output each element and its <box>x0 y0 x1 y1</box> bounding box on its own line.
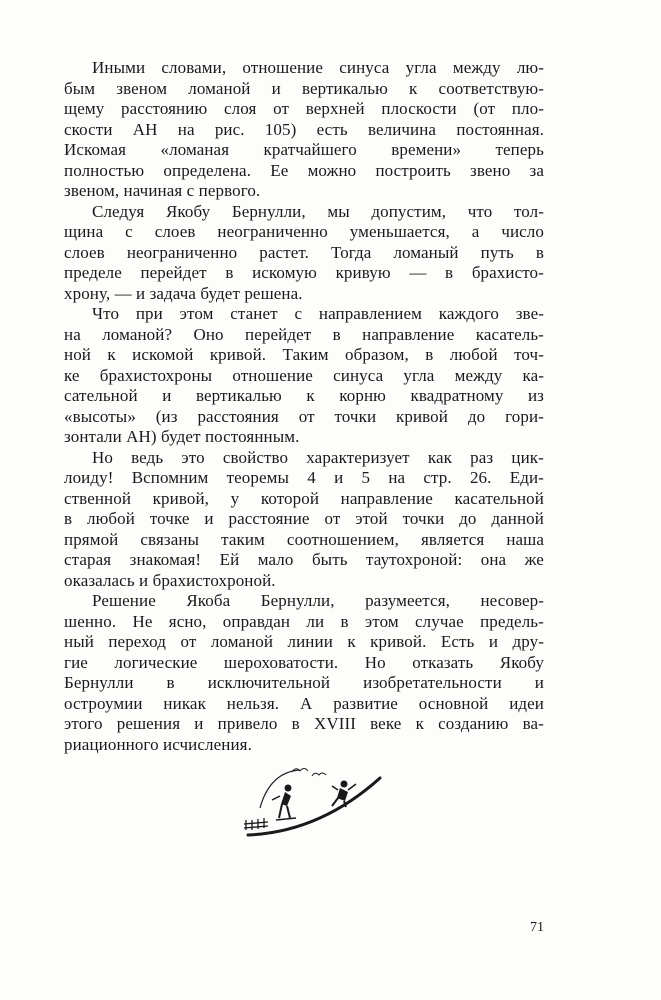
text-line: щему расстоянию слоя от верхней плоскости (от пло- <box>64 99 544 118</box>
text-line: прямой связаны таким соотношением, является наша <box>64 529 544 549</box>
text-line: сательной и вертикалью к корню квадратному из <box>64 386 544 405</box>
text-line: ке брахистохроны отношение синуса угла между ка- <box>64 365 544 385</box>
text-line: бым звеном ломаной и вертикалью к соответствую- <box>64 78 544 98</box>
text-line: Решение Якоба Бернулли, разумеется, несовер- <box>92 591 544 610</box>
text-line: Что при этом станет с направлением каждого зве- <box>92 304 544 323</box>
text-line: ный переход от ломаной линии к кривой. Есть и дру- <box>64 632 544 651</box>
text-line: на ломаной? Оно перейдет в направление касатель- <box>64 324 544 344</box>
text-line: щина c слоев неограниченно уменьшается, а число <box>64 222 544 241</box>
text-line: гие логические шероховатости. Но отказать Якобу <box>64 652 544 672</box>
text-line: «высоты» (из расстояния от точки кривой до гори- <box>64 406 544 426</box>
text-line: Следуя Якобу Бернулли, мы допустим, что тол- <box>92 201 544 221</box>
text-line: Иными словами, отношение синуса угла между лю- <box>92 58 544 77</box>
text-line: Но ведь это свойство характеризует как раз цик- <box>92 447 544 467</box>
text-line: лоиду! Вспомним теоремы 4 и 5 на стр. 26. Еди- <box>64 468 544 487</box>
text-line: остроумии никак нельзя. А развитие основной идеи <box>64 693 544 713</box>
skiers-on-curve-illustration <box>230 760 390 840</box>
text-line: пределе перейдет в искомую кривую — в брахисто- <box>64 263 544 282</box>
text-line: в любой точке и расстояние от этой точки до данной <box>64 509 544 528</box>
text-line: ной к искомой кривой. Таким образом, в любой точ- <box>64 345 544 364</box>
body-text <box>64 58 544 755</box>
text-line: риационного исчисления. <box>64 734 252 754</box>
text-line: полностью определена. Ее можно построить звено за <box>64 160 544 180</box>
text-line: скости AH на рис. 105) есть величина постоянная. <box>64 119 544 139</box>
text-line: оказалась и брахистохроной. <box>64 570 276 590</box>
text-line: ственной кривой, у которой направление касательной <box>64 488 544 508</box>
text-line: старая знакомая! Ей мало быть таутохроной: она же <box>64 550 544 569</box>
text-line: слоев неограниченно растет. Тогда ломаный путь в <box>64 242 544 262</box>
text-line: хрону, — и задача будет решена. <box>64 283 303 303</box>
page-number: 71 <box>530 920 544 935</box>
text-line: шенно. Не ясно, оправдан ли в этом случае предель- <box>64 611 544 631</box>
text-line: зонтали AH) будет постоянным. <box>64 427 300 446</box>
text-line: Искомая «ломаная кратчайшего времени» теперь <box>64 140 544 159</box>
text-line: этого решения и привело в XVIII веке к созданию ва- <box>64 714 544 733</box>
text-line: Бернулли в исключительной изобретательности и <box>64 673 544 692</box>
text-line: звеном, начиная с первого. <box>64 181 261 200</box>
